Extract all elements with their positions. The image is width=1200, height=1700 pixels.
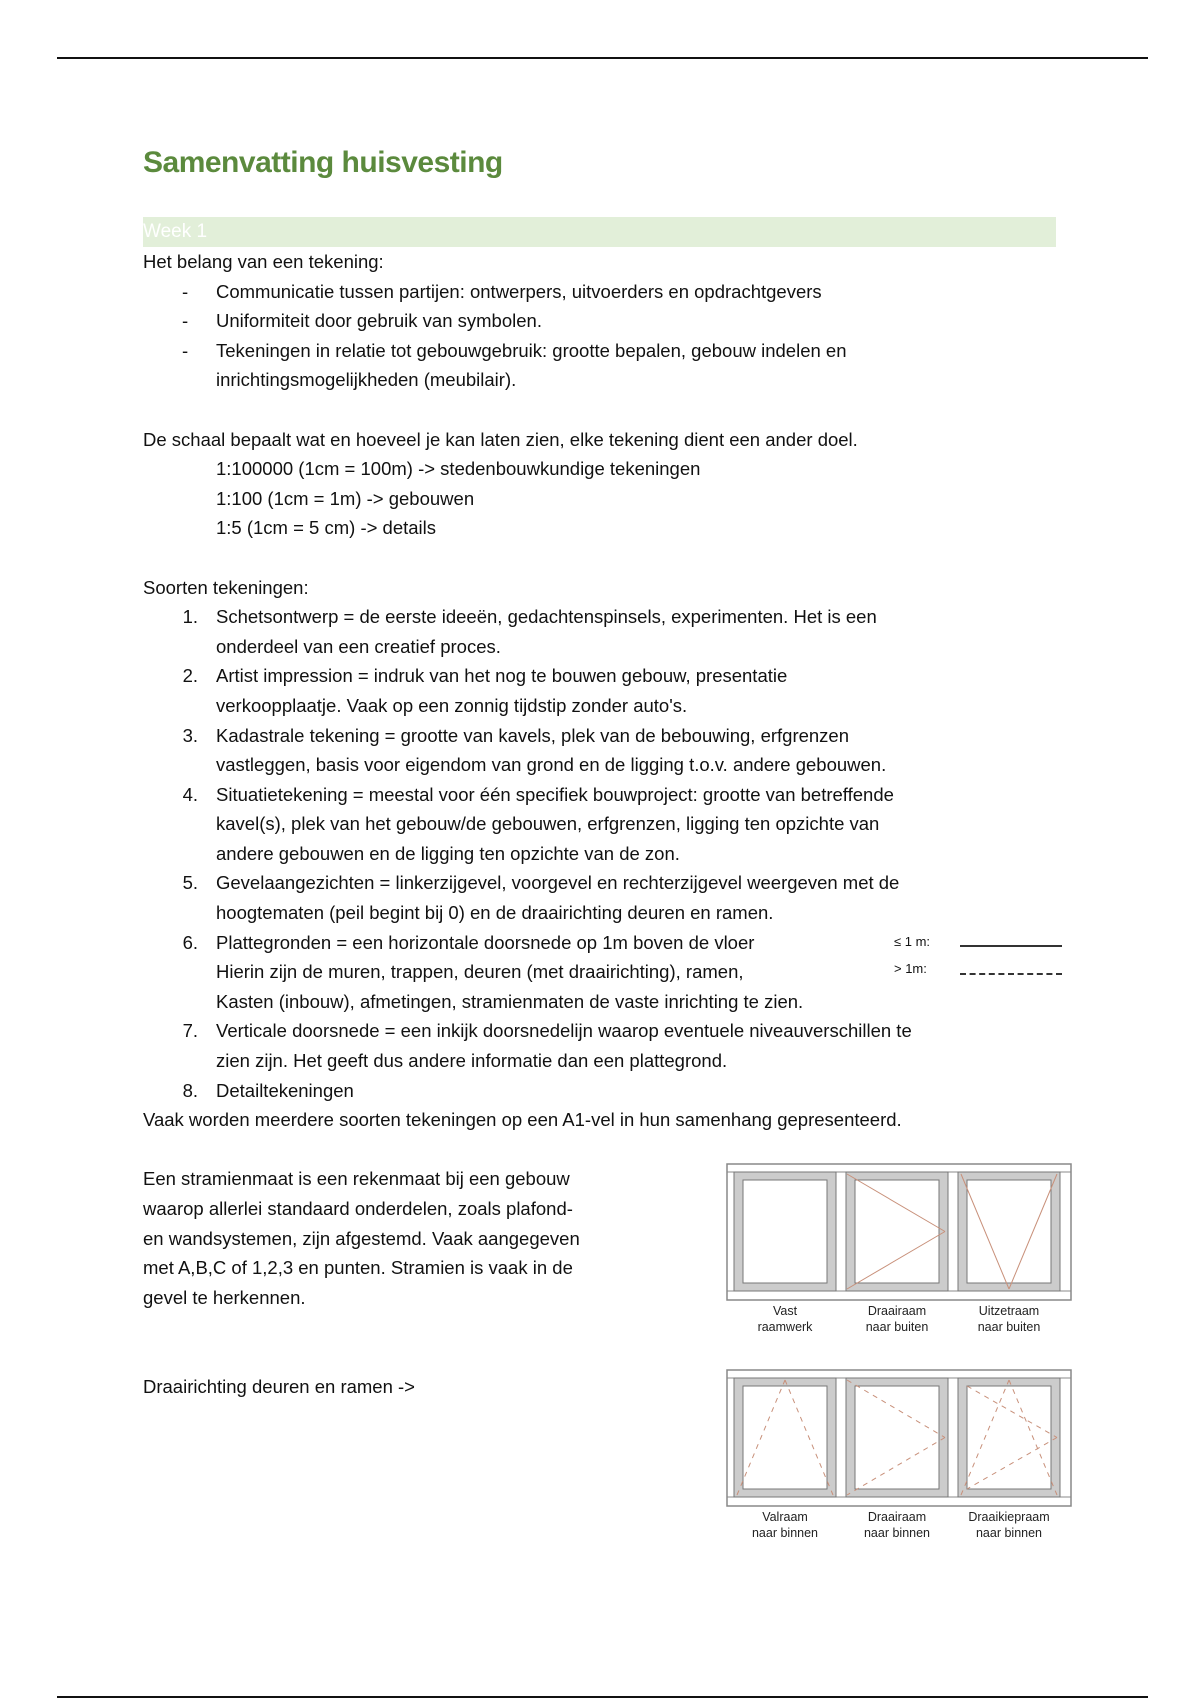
window-label: Draairaam bbox=[867, 1510, 927, 1524]
window-label: naar buiten bbox=[865, 1320, 929, 1334]
list-item: - Communicatie tussen partijen: ontwerpers, uitvoerders en opdrachtgevers bbox=[182, 280, 822, 302]
numbered-item: 8. Detailtekeningen bbox=[182, 1079, 354, 1101]
window-label: naar binnen bbox=[975, 1526, 1043, 1540]
window-glass bbox=[967, 1386, 1051, 1489]
window-label: Valraam bbox=[762, 1510, 808, 1524]
scale-item: 1:100000 (1cm = 100m) -> stedenbouwkundige tekeningen bbox=[216, 458, 701, 480]
window-types-inward-figure bbox=[726, 1369, 1072, 1547]
soorten-heading: Soorten tekeningen: bbox=[143, 576, 309, 598]
window-glass bbox=[967, 1180, 1051, 1283]
scale-item: 1:5 (1cm = 5 cm) -> details bbox=[216, 517, 437, 539]
schaal-intro: De schaal bepaalt wat en hoeveel je kan laten zien, elke tekening dient een ander doel. bbox=[143, 428, 858, 450]
list-item-cont: inrichtingsmogelijkheden (meubilair). bbox=[216, 369, 517, 391]
numbered-item-cont: vastleggen, basis voor eigendom van grond en de ligging t.o.v. andere gebouwen. bbox=[216, 754, 887, 776]
window-glass bbox=[743, 1180, 827, 1283]
window-label: naar binnen bbox=[863, 1526, 931, 1540]
window-label: naar buiten bbox=[977, 1320, 1041, 1334]
numbered-item-cont: zien zijn. Het geeft dus andere informatie dan een plattegrond. bbox=[216, 1050, 728, 1072]
window-label: naar binnen bbox=[751, 1526, 819, 1540]
page-title: Samenvatting huisvesting bbox=[143, 146, 503, 179]
numbered-item: 1. Schetsontwerp = de eerste ideeën, gedachtenspinsels, experimenten. Het is een bbox=[182, 606, 877, 628]
top-rule bbox=[57, 57, 1148, 59]
numbered-item-cont: hoogtematen (peil begint bij 0) en de draairichting deuren en ramen. bbox=[216, 902, 774, 924]
window-label: raamwerk bbox=[757, 1320, 813, 1334]
numbered-item-cont: onderdeel van een creatief proces. bbox=[216, 635, 501, 657]
numbered-item-cont: verkoopplaatje. Vaak op een zonnig tijdstip zonder auto's. bbox=[216, 694, 688, 716]
window-label: Vast bbox=[772, 1304, 798, 1318]
draairichting-text: Draairichting deuren en ramen -> bbox=[143, 1375, 415, 1397]
window-glass bbox=[743, 1386, 827, 1489]
window-glass bbox=[855, 1180, 939, 1283]
legend-le1m: ≤ 1 m: bbox=[894, 934, 931, 949]
belang-heading: Het belang van een tekening: bbox=[143, 251, 384, 272]
dashed-line-legend bbox=[960, 973, 1062, 975]
window-types-outward-figure bbox=[726, 1163, 1072, 1341]
numbered-item: 7. Verticale doorsnede = een inkijk doorsnedelijn waarop eventuele niveauverschillen te bbox=[182, 1020, 912, 1042]
window-label: Draairaam bbox=[867, 1304, 927, 1318]
numbered-item: 4. Situatietekening = meestal voor één specifiek bouwproject: grootte van betreffende bbox=[182, 783, 894, 805]
numbered-item: 3. Kadastrale tekening = grootte van kavels, plek van de bebouwing, erfgrenzen bbox=[182, 724, 850, 746]
numbered-item-cont: kavel(s), plek van het gebouw/de gebouwen, erfgrenzen, ligging ten opzichte van bbox=[216, 813, 880, 835]
window-glass bbox=[855, 1386, 939, 1489]
numbered-item-cont: Kasten (inbouw), afmetingen, stramienmaten de vaste inrichting te zien. bbox=[216, 990, 804, 1012]
numbered-item: 6. Plattegronden = een horizontale doorsnede op 1m boven de vloer bbox=[182, 931, 755, 953]
window-label: Uitzetraam bbox=[978, 1304, 1040, 1318]
week-heading: Week 1 bbox=[143, 217, 1056, 247]
soorten-list bbox=[143, 602, 1063, 1105]
legend-gt1m: > 1m: bbox=[894, 961, 927, 976]
numbered-item: 2. Artist impression = indruk van het nog te bouwen gebouw, presentatie bbox=[182, 665, 788, 687]
list-item: - Uniformiteit door gebruik van symbolen. bbox=[182, 310, 542, 332]
soorten-closing: Vaak worden meerdere soorten tekeningen op een A1-vel in hun samenhang gepresenteerd. bbox=[143, 1109, 902, 1131]
solid-line-legend bbox=[960, 945, 1062, 947]
scale-item: 1:100 (1cm = 1m) -> gebouwen bbox=[216, 487, 475, 509]
stramien-paragraph: Een stramienmaat is een rekenmaat bij een gebouw waarop allerlei standaard onderdelen, zoals plafond- en wandsystemen, zijn afgestemd. Vaak aangegeven met A,B,C of 1,2,3 en punten. Stramien is vaak in de gevel te herkennen. bbox=[143, 1168, 580, 1308]
window-label: Draaikiepraam bbox=[968, 1510, 1050, 1524]
bottom-rule bbox=[57, 1696, 1148, 1698]
numbered-item: 5. Gevelaangezichten = linkerzijgevel, voorgevel en rechterzijgevel weergeven met de bbox=[182, 872, 900, 894]
numbered-item-cont: andere gebouwen en de ligging ten opzichte van de zon. bbox=[216, 842, 680, 864]
numbered-item-cont: Hierin zijn de muren, trappen, deuren (met draairichting), ramen, bbox=[216, 961, 744, 983]
list-item: - Tekeningen in relatie tot gebouwgebruik: grootte bepalen, gebouw indelen en bbox=[182, 339, 847, 361]
